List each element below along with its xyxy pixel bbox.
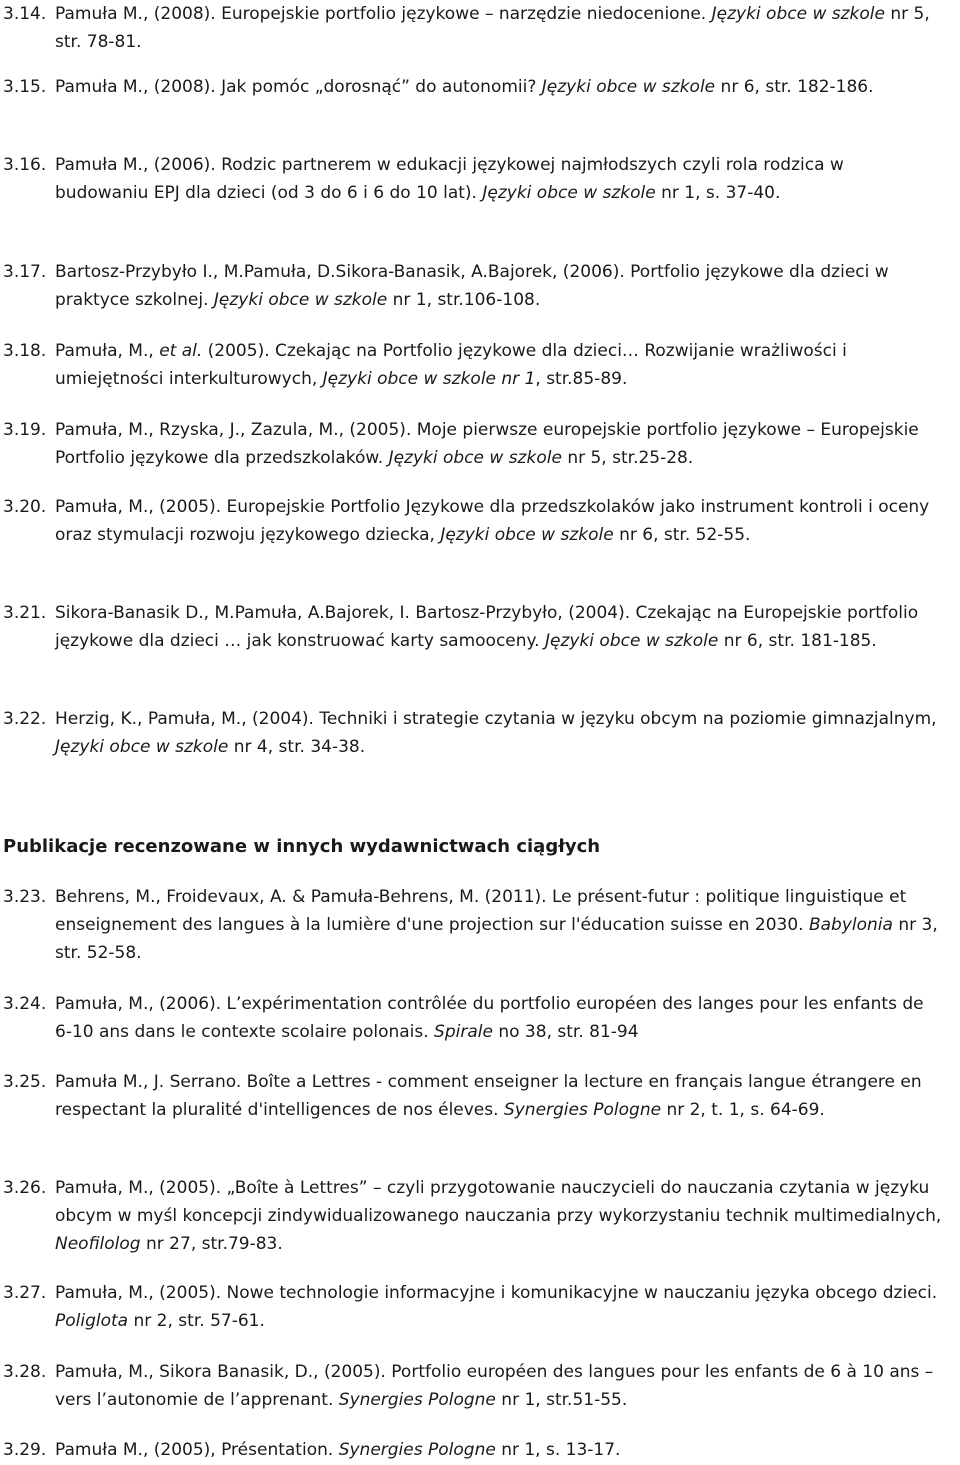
reference-segment: , str.85-89. (535, 369, 628, 389)
reference-segment: nr 1, str.51-55. (495, 1390, 628, 1410)
reference-segment: nr 1, str.106-108. (387, 290, 541, 310)
reference-italic-text: Języki obce w szkole (55, 737, 229, 757)
reference-italic-text: Języki obce w szkole (482, 183, 656, 203)
reference-segment: Pamuła, M., (2005). „Boîte à Lettres” – czyli przygotowanie nauczycieli do nauczania czytania w języku obcym w myśl koncepcji zindywidualizowanego nauczania przy wykorzystaniu technik multimedialnych, (55, 1178, 942, 1226)
reference-number: 3.24. (3, 994, 47, 1014)
reference-number: 3.15. (3, 77, 47, 97)
reference-number: 3.26. (3, 1178, 47, 1198)
reference-text (55, 258, 942, 314)
reference-segment: nr 3, str. 52-58. (55, 915, 938, 963)
reference-entry (3, 337, 942, 393)
reference-entry (3, 73, 942, 101)
reference-segment: Pamuła, M., Sikora Banasik, D., (2005). Portfolio européen des langues pour les enfants de 6 à 10 ans – vers l’autonomie de l’apprenant. (55, 1362, 934, 1410)
reference-number: 3.25. (3, 1072, 47, 1092)
reference-italic-text: Języki obce w szkole (545, 631, 719, 651)
reference-text (55, 337, 942, 393)
reference-italic-text: Języki obce w szkole nr 1 (322, 369, 536, 389)
reference-entry (3, 1279, 942, 1335)
reference-entry (3, 493, 942, 549)
reference-entry (3, 883, 942, 967)
reference-italic-text: Języki obce w szkole (711, 4, 885, 24)
reference-segment: Bartosz-Przybyło I., M.Pamuła, D.Sikora-Banasik, A.Bajorek, (2006). Portfolio językowe dla dzieci w praktyce szkolnej. (55, 262, 889, 310)
reference-number: 3.17. (3, 262, 47, 282)
reference-entry (3, 0, 942, 56)
reference-segment: Pamuła, M., (2005). Europejskie Portfolio Językowe dla przedszkolaków jako instrument kontroli i oceny oraz stymulacji rozwoju językowego dziecka, (55, 497, 930, 545)
reference-segment: nr 6, str. 52-55. (613, 525, 751, 545)
reference-segment: Behrens, M., Froidevaux, A. & Pamuła-Behrens, M. (2011). Le présent-futur : politique linguistique et enseignement des langues à la lumière d'une projection sur l'éducation suisse en 2030. (55, 887, 907, 935)
reference-italic-text: Synergies Pologne (338, 1440, 496, 1460)
reference-number: 3.18. (3, 341, 47, 361)
reference-number: 3.16. (3, 155, 47, 175)
reference-entry (3, 416, 942, 472)
reference-text (55, 1436, 942, 1464)
reference-segment: Pamuła M., J. Serrano. Boîte a Lettres - comment enseigner la lecture en français langue étrangere en respectant la pluralité d'intelligences de nos éleves. (55, 1072, 922, 1120)
reference-segment: Sikora-Banasik D., M.Pamuła, A.Bajorek, I. Bartosz-Przybyło, (2004). Czekając na Europejskie portfolio językowe dla dzieci … jak konstruować karty samooceny. (55, 603, 919, 651)
reference-text (55, 599, 942, 655)
reference-number: 3.19. (3, 420, 47, 440)
reference-text (55, 1174, 942, 1258)
reference-segment: nr 5, str. 78-81. (55, 4, 930, 52)
reference-text (55, 990, 942, 1046)
reference-number: 3.21. (3, 603, 47, 623)
reference-segment: Pamuła M., (2008). Europejskie portfolio językowe – narzędzie niedocenione. (55, 4, 712, 24)
reference-segment: nr 6, str. 181-185. (718, 631, 877, 651)
reference-italic-text: Babylonia (808, 915, 893, 935)
reference-segment: Herzig, K., Pamuła, M., (2004). Techniki i strategie czytania w języku obcym na poziomie gimnazjalnym, (55, 709, 937, 729)
reference-text (55, 0, 942, 56)
reference-text (55, 883, 942, 967)
reference-entry (3, 1174, 942, 1258)
reference-entry (3, 705, 942, 761)
reference-segment: nr 2, str. 57-61. (128, 1311, 265, 1331)
reference-segment: Pamuła, M., (2006). L’expérimentation contrôlée du portfolio européen des langes pour les enfants de 6-10 ans dans le contexte scolaire polonais. (55, 994, 924, 1042)
reference-entry (3, 1358, 942, 1414)
reference-entry (3, 990, 942, 1046)
reference-segment: Pamuła, M., Rzyska, J., Zazula, M., (2005). Moje pierwsze europejskie portfolio językowe – Europejskie Portfolio językowe dla przedszkolaków. (55, 420, 919, 468)
reference-text (55, 1068, 942, 1124)
reference-segment: nr 2, t. 1, s. 64-69. (661, 1100, 825, 1120)
section-heading: Publikacje recenzowane w innych wydawnictwach ciągłych (3, 836, 601, 857)
reference-number: 3.27. (3, 1283, 47, 1303)
reference-text (55, 1358, 942, 1414)
reference-italic-text: Języki obce w szkole (213, 290, 388, 310)
reference-italic-text: Neofilolog (55, 1234, 141, 1254)
reference-italic-text: Języki obce w szkole (440, 525, 614, 545)
reference-segment: nr 6, str. 182-186. (715, 77, 874, 97)
reference-number: 3.22. (3, 709, 47, 729)
reference-number: 3.14. (3, 4, 47, 24)
reference-segment: nr 1, s. 13-17. (495, 1440, 621, 1460)
reference-number: 3.28. (3, 1362, 47, 1382)
reference-italic-text: Synergies Pologne (503, 1100, 662, 1120)
reference-italic-text: Poliglota (55, 1311, 129, 1331)
reference-italic-text: et al. (159, 341, 203, 361)
reference-segment: (2005). Czekając na Portfolio językowe dla dzieci… Rozwijanie wrażliwości i umiejętności interkulturowych, (55, 341, 847, 389)
reference-segment: nr 5, str.25-28. (561, 448, 694, 468)
reference-text (55, 151, 942, 207)
reference-entry (3, 1436, 942, 1464)
reference-entry (3, 1068, 942, 1124)
reference-segment: Pamuła M., (2005), Présentation. (55, 1440, 339, 1460)
reference-number: 3.20. (3, 497, 47, 517)
reference-text (55, 73, 942, 101)
reference-segment: no 38, str. 81-94 (492, 1022, 639, 1042)
reference-segment: nr 4, str. 34-38. (228, 737, 366, 757)
reference-text (55, 705, 942, 761)
reference-italic-text: Spirale (434, 1022, 493, 1042)
reference-number: 3.29. (3, 1440, 47, 1460)
reference-italic-text: Języki obce w szkole (541, 77, 716, 97)
reference-entry (3, 599, 942, 655)
reference-segment: Pamuła, M., (55, 341, 160, 361)
reference-entry (3, 258, 942, 314)
reference-segment: Pamuła M., (2008). Jak pomóc „dorosnąć” do autonomii? (55, 77, 542, 97)
reference-segment: Pamuła M., (2006). Rodzic partnerem w edukacji językowej najmłodszych czyli rola rodzica w budowaniu EPJ dla dzieci (od 3 do 6 i 6 do 10 lat). (55, 155, 844, 203)
reference-italic-text: Języki obce w szkole (388, 448, 562, 468)
reference-segment: nr 1, s. 37-40. (655, 183, 781, 203)
reference-segment: nr 27, str.79-83. (140, 1234, 283, 1254)
reference-entry (3, 151, 942, 207)
reference-text (55, 416, 942, 472)
reference-number: 3.23. (3, 887, 47, 907)
reference-text (55, 1279, 942, 1335)
reference-segment: Pamuła, M., (2005). Nowe technologie informacyjne i komunikacyjne w nauczaniu języka obcego dzieci. (55, 1283, 938, 1303)
reference-text (55, 493, 942, 549)
reference-italic-text: Synergies Pologne (338, 1390, 496, 1410)
